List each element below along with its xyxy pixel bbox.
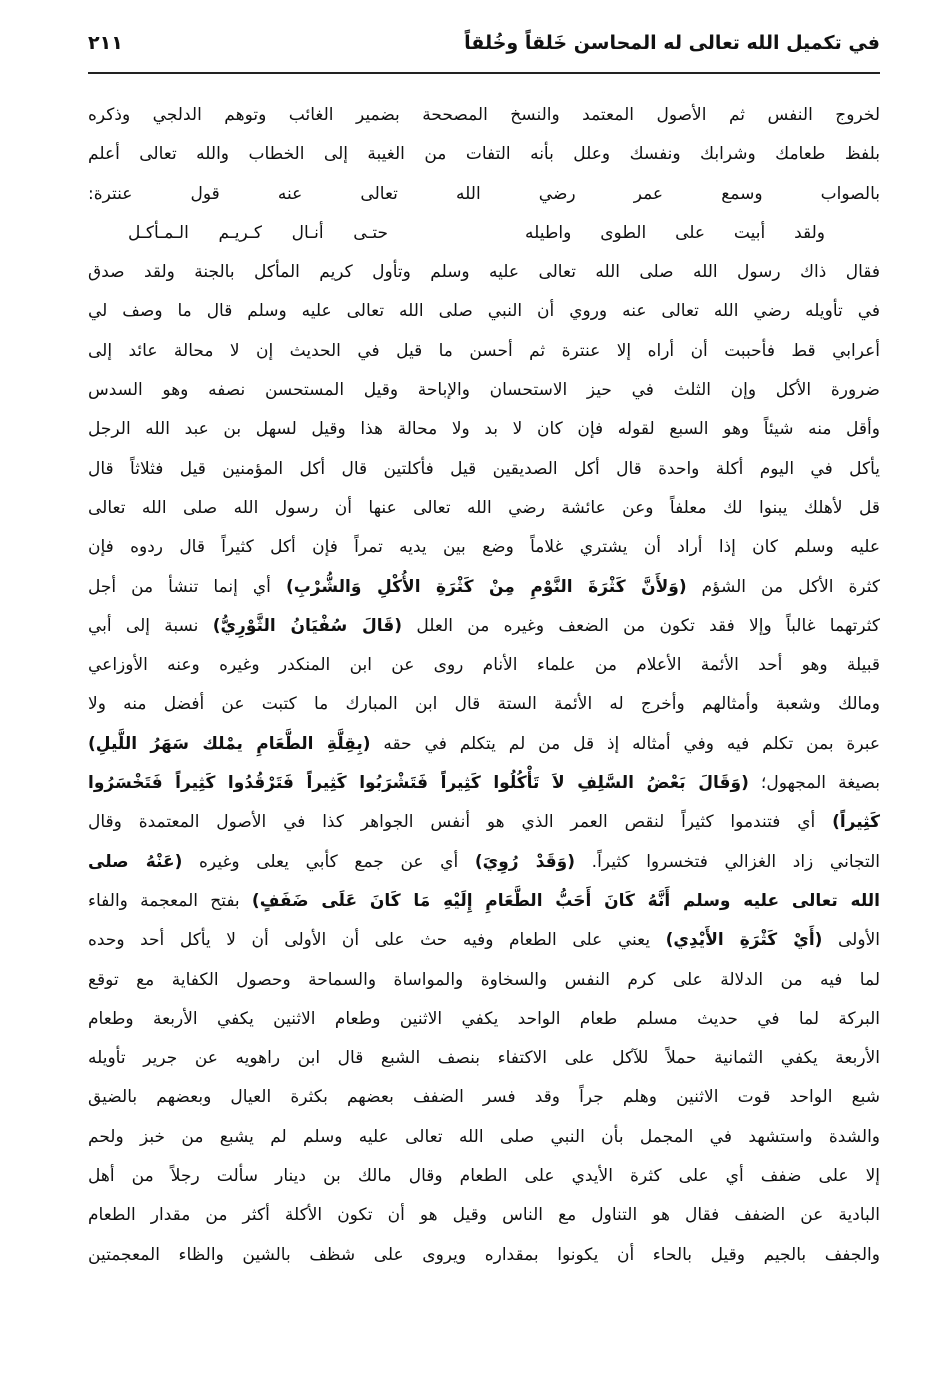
- text-line: [88, 1078, 880, 1117]
- text-line: [88, 1118, 880, 1157]
- quoted-matn-text: (وَلأَنَّ كَثْرَةَ النَّوْمِ مِنْ كَثْرَةِ الأُكْلِ وَالشُّرْبِ): [285, 576, 687, 597]
- quoted-matn-text: (أَيْ كَثْرَةِ الأَيْدِي): [665, 930, 823, 951]
- text-line: [88, 292, 880, 331]
- running-title: في تكميل الله تعالى له المحاسن خَلقاً وخُلقاً: [464, 32, 880, 54]
- text-line: [88, 1236, 880, 1275]
- commentary-text: كثرتهما غالباً وإلا فقد تكون من الضعف وغيره من العلل: [402, 615, 880, 636]
- quoted-matn-text: الله تعالى عليه وسلم أَنَّهُ كَانَ أَحَبُّ الطَّعَامِ إِلَيْهِ مَا كَانَ عَلَى ضَفَفٍ): [251, 890, 880, 911]
- text-line: [88, 175, 880, 214]
- running-header: [88, 28, 880, 64]
- text-line: [88, 882, 880, 921]
- commentary-text: أي فتندموا كثيراً لنقص العمر الذي هو أنفس الجواهر كذا في الأصول المعتمدة وقال: [88, 812, 833, 833]
- commentary-text: بالصواب وسمع عمر رضي الله تعالى عنه قول عنترة:: [88, 183, 880, 204]
- commentary-paragraph: [88, 253, 880, 1275]
- commentary-text: البادية عن الضفف فقال هو التناول مع الناس وقيل هو أن تكون الأكلة أكثر من مقدار الطعام: [88, 1205, 880, 1226]
- quoted-matn-text: كَثِيراً): [832, 812, 880, 833]
- text-line: [88, 332, 880, 371]
- text-line: [88, 685, 880, 724]
- commentary-text: فقال ذاك رسول الله صلى الله تعالى عليه وسلم وتأول كريم المأكل بالجنة ولقد صدق: [88, 262, 880, 283]
- commentary-text: لخروج النفس ثم الأصول المعتمد والنسخ المصححة بضمير الغائب وتوهم الدلجي وذكره: [88, 105, 880, 125]
- commentary-text: التجاني زاد الغزالي فتخسروا كثيراً.: [575, 851, 881, 872]
- commentary-text: أي إنما تنشأ من أجل: [88, 576, 286, 597]
- text-line: [88, 1157, 880, 1196]
- text-line: [88, 450, 880, 489]
- text-line: [88, 1196, 880, 1235]
- commentary-text: الأربعة يكفي الثمانية حملاً للآكل على الاكتفاء بنصف الشبع قال ابن راهويه عن جرير تأويله: [88, 1048, 880, 1069]
- text-line: [88, 607, 880, 646]
- text-line: [88, 1000, 880, 1039]
- text-line: [88, 921, 880, 960]
- commentary-text: البركة لما في حديث مسلم طعام الواحد يكفي الاثنين وطعام الاثنين يكفي الأربعة وطعام: [88, 1008, 880, 1029]
- text-line: [88, 568, 880, 607]
- text-line: [88, 96, 880, 135]
- text-line: [88, 843, 880, 882]
- header-divider: [88, 72, 880, 74]
- commentary-text: بصيغة المجهول؛: [748, 773, 880, 794]
- quoted-matn-text: (عَنْهُ صلى: [88, 851, 183, 872]
- verse-first-hemistich: ولقد أبيت على الطوى واطيله: [525, 222, 825, 243]
- commentary-text: في تأويله رضي الله تعالى عنه وروي أن النبي صلى الله تعالى عليه وسلم قال ما وصف لي: [88, 301, 880, 322]
- commentary-text: عبرة بمن تكلم فيه وفي أمثاله إذ قل من لم يتكلم في حقه: [370, 733, 880, 754]
- text-line: [88, 489, 880, 528]
- text-line: [88, 961, 880, 1000]
- commentary-text: والجفف بالجيم وقيل بالحاء أن يكونوا بمقداره ويروى على شظف بالشين والظاء المعجمتين: [88, 1244, 880, 1265]
- text-line: [88, 646, 880, 685]
- text-line: [88, 410, 880, 449]
- commentary-text: يعني على الطعام وفيه حث على أن الأولى أن لا يأكل أحد وحده: [88, 930, 666, 951]
- commentary-text: أي عن جمع كأبي يعلى وغيره: [182, 851, 475, 872]
- verse-second-hemistich: حتـى أنـال كـريـم الـمـأكـل: [128, 222, 388, 243]
- commentary-text: قبيلة وهو أحد الأئمة الأعلام من علماء الأنام روى عن ابن المنكدر وغيره وعنه الأوزاعي: [88, 655, 880, 676]
- intro-paragraph: [88, 96, 880, 214]
- commentary-text: بفتح المعجمة والفاء: [88, 890, 252, 911]
- text-line: [88, 253, 880, 292]
- commentary-text: كثرة الأكل من الشؤم: [686, 576, 881, 597]
- text-line: [88, 1039, 880, 1078]
- commentary-text: ضرورة الأكل وإن الثلث في حيز الاستحسان والإباحة وقيل المستحسن نصفه وهو السدس: [88, 380, 880, 401]
- commentary-text: لما فيه من الدلالة على كرم النفس والسخاوة والمواساة والسماحة وحصول الكفاية مع توقع: [88, 969, 880, 990]
- quoted-matn-text: (وَقَالَ بَعْضُ السَّلِفِ لاَ تَأْكُلُوا كَثِيراً فَتَشْرَبُوا كَثِيراً فَتَرْقُدُوا كَثِيراً فَتَخْسَرُوا: [88, 773, 749, 794]
- text-line: [88, 725, 880, 764]
- commentary-text: يأكل في اليوم أكلة واحدة قال أكل الصديقين قيل فأكلتين قال أكل المؤمنين قيل فثلاثاً قال: [88, 458, 880, 479]
- page-number: ٢١١: [88, 32, 123, 54]
- page-body: [88, 96, 880, 1275]
- commentary-text: بلفظ طعامك وشرابك ونفسك وعلل بأنه التفات من الغيبة إلى الخطاب والله تعالى أعلم: [88, 144, 880, 165]
- quoted-matn-text: (وَقَدْ رُوِيَ): [474, 851, 576, 872]
- commentary-text: قل لأهلك يبنوا لك معلفاً وعن عائشة رضي الله تعالى عنها أن رسول الله صلى الله تعالى: [88, 497, 880, 518]
- text-line: [88, 371, 880, 410]
- commentary-text: إلا على ضفف أي على كثرة الأيدي على الطعام وقال مالك بن دينار سألت رجلاً من أهل: [88, 1166, 880, 1187]
- poetry-verse: [88, 214, 880, 253]
- text-line: [88, 803, 880, 842]
- quoted-matn-text: (قَالَ سُفْيَانُ الثَّوْرِيُّ): [212, 615, 403, 636]
- commentary-text: الأولى: [822, 930, 880, 951]
- commentary-text: ومالك وشعبة وأمثالهم وأخرج له الأئمة الستة قال ابن المبارك ما كتبت عن أفضل منه ولا: [88, 694, 880, 715]
- text-line: [88, 528, 880, 567]
- commentary-text: وأقل منه شيئاً وهو السبع لقوله فإن كان لا بد ولا محالة هذا وقيل لسهل بن عبد الله الرجل: [88, 419, 880, 440]
- commentary-text: شبع الواحد قوت الاثنين وهلم جراً وقد فسر الضفف بعضهم بكثرة العيال وبعضهم بالضيق: [88, 1087, 880, 1108]
- text-line: [88, 135, 880, 174]
- commentary-text: والشدة واستشهد في المجمل بأن النبي صلى الله تعالى عليه وسلم لم يشبع من خبز ولحم: [88, 1126, 880, 1147]
- commentary-text: أعرابي قط فأحببت أن أراه إلا عنترة ثم أحسن ما قيل في الحديث إن لا محالة عائد إلى: [88, 340, 880, 361]
- text-line: [88, 764, 880, 803]
- commentary-text: عليه وسلم كان إذا أراد أن يشتري غلاماً وضع بين يديه تمراً فإن أكل كثيراً قال ردوه فإن: [88, 537, 880, 558]
- commentary-text: نسبة إلى أبي: [88, 615, 213, 636]
- quoted-matn-text: (بِقِلَّةِ الطَّعَامِ يمْلك سَهَرُ اللَّيلِ): [88, 733, 371, 754]
